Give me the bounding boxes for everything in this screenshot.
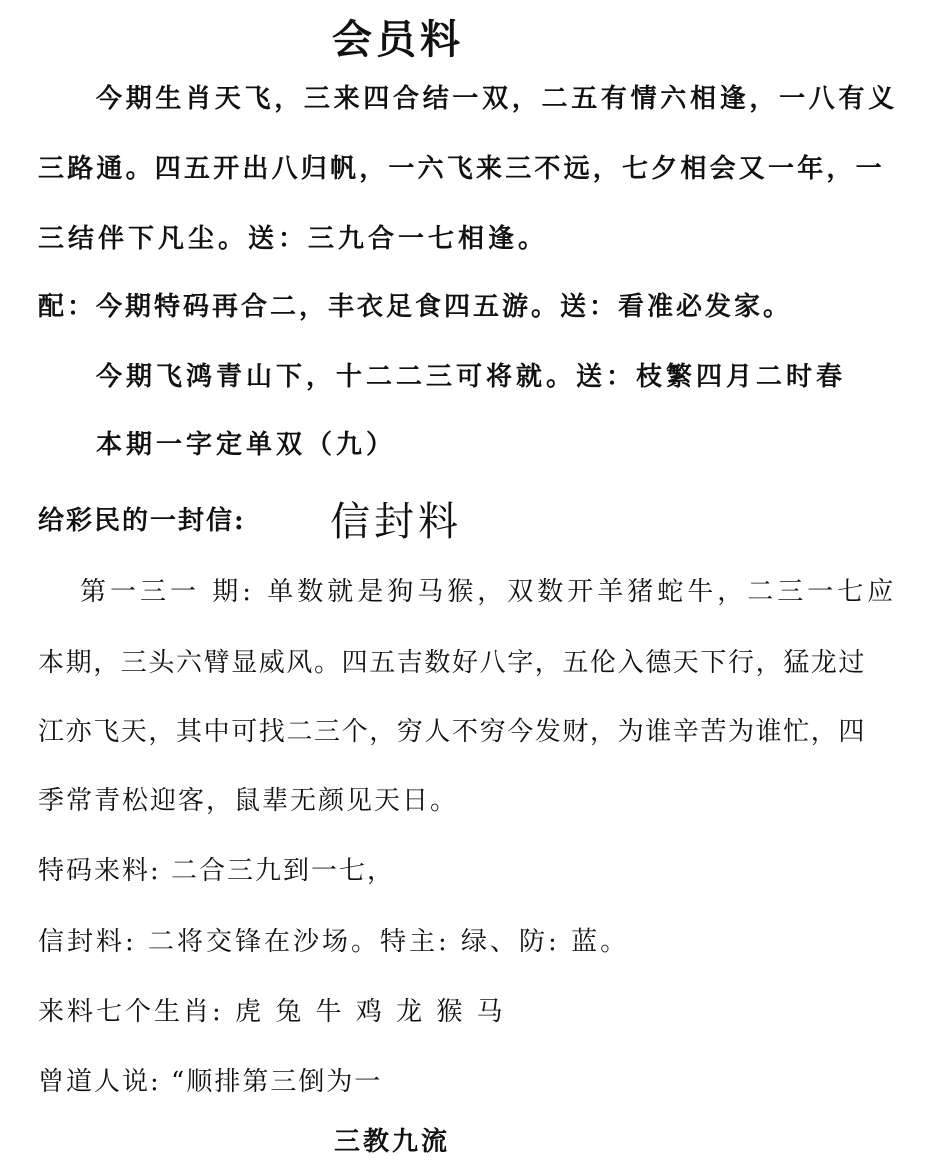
- flying-line: 今期飞鸿青山下，十二二三可将就。送：枝繁四月二时春: [96, 362, 847, 392]
- envelope-line: 信封料: 二将交锋在沙场。特主: 绿、防: 蓝。: [38, 927, 630, 957]
- letter-para-line-1: 第一三一 期: 单数就是狗马猴，双数开羊猪蛇牛，二三一七应: [80, 577, 898, 607]
- single-double-line: 本期一字定单双（九）: [96, 430, 397, 460]
- member-title: 会员料: [332, 16, 464, 63]
- match-line: 配：今期特码再合二，丰衣足食四五游。送：看准必发家。: [38, 292, 793, 322]
- footer-heading: 三教九流: [334, 1127, 451, 1157]
- member-para-line-3: 三结伴下凡尘。送：三九合一七相逢。: [38, 224, 549, 254]
- letter-para-line-4: 季常青松迎客，鼠辈无颜见天日。: [38, 786, 459, 816]
- envelope-title: 信封料: [330, 499, 462, 545]
- letter-para-line-2: 本期，三头六臂显威风。四五吉数好八字，五伦入德天下行，猛龙过: [38, 648, 867, 678]
- zeng-says-line: 曾道人说: “顺排第三倒为一: [38, 1067, 383, 1097]
- special-code-line: 特码来料: 二合三九到一七，: [38, 856, 396, 886]
- letter-para-line-3: 江亦飞天，其中可找二三个，穷人不穷今发财，为谁辛苦为谁忙，四: [38, 717, 867, 747]
- member-para-line-2: 三路通。四五开出八归帆，一六飞来三不远，七夕相会又一年，一: [38, 154, 885, 184]
- letter-intro: 给彩民的一封信:: [38, 506, 246, 536]
- seven-zodiacs-line: 来料七个生肖: 虎 兔 牛 鸡 龙 猴 马: [38, 997, 506, 1027]
- member-para-line-1: 今期生肖天飞，三来四合结一双，二五有情六相逢，一八有义: [96, 84, 898, 114]
